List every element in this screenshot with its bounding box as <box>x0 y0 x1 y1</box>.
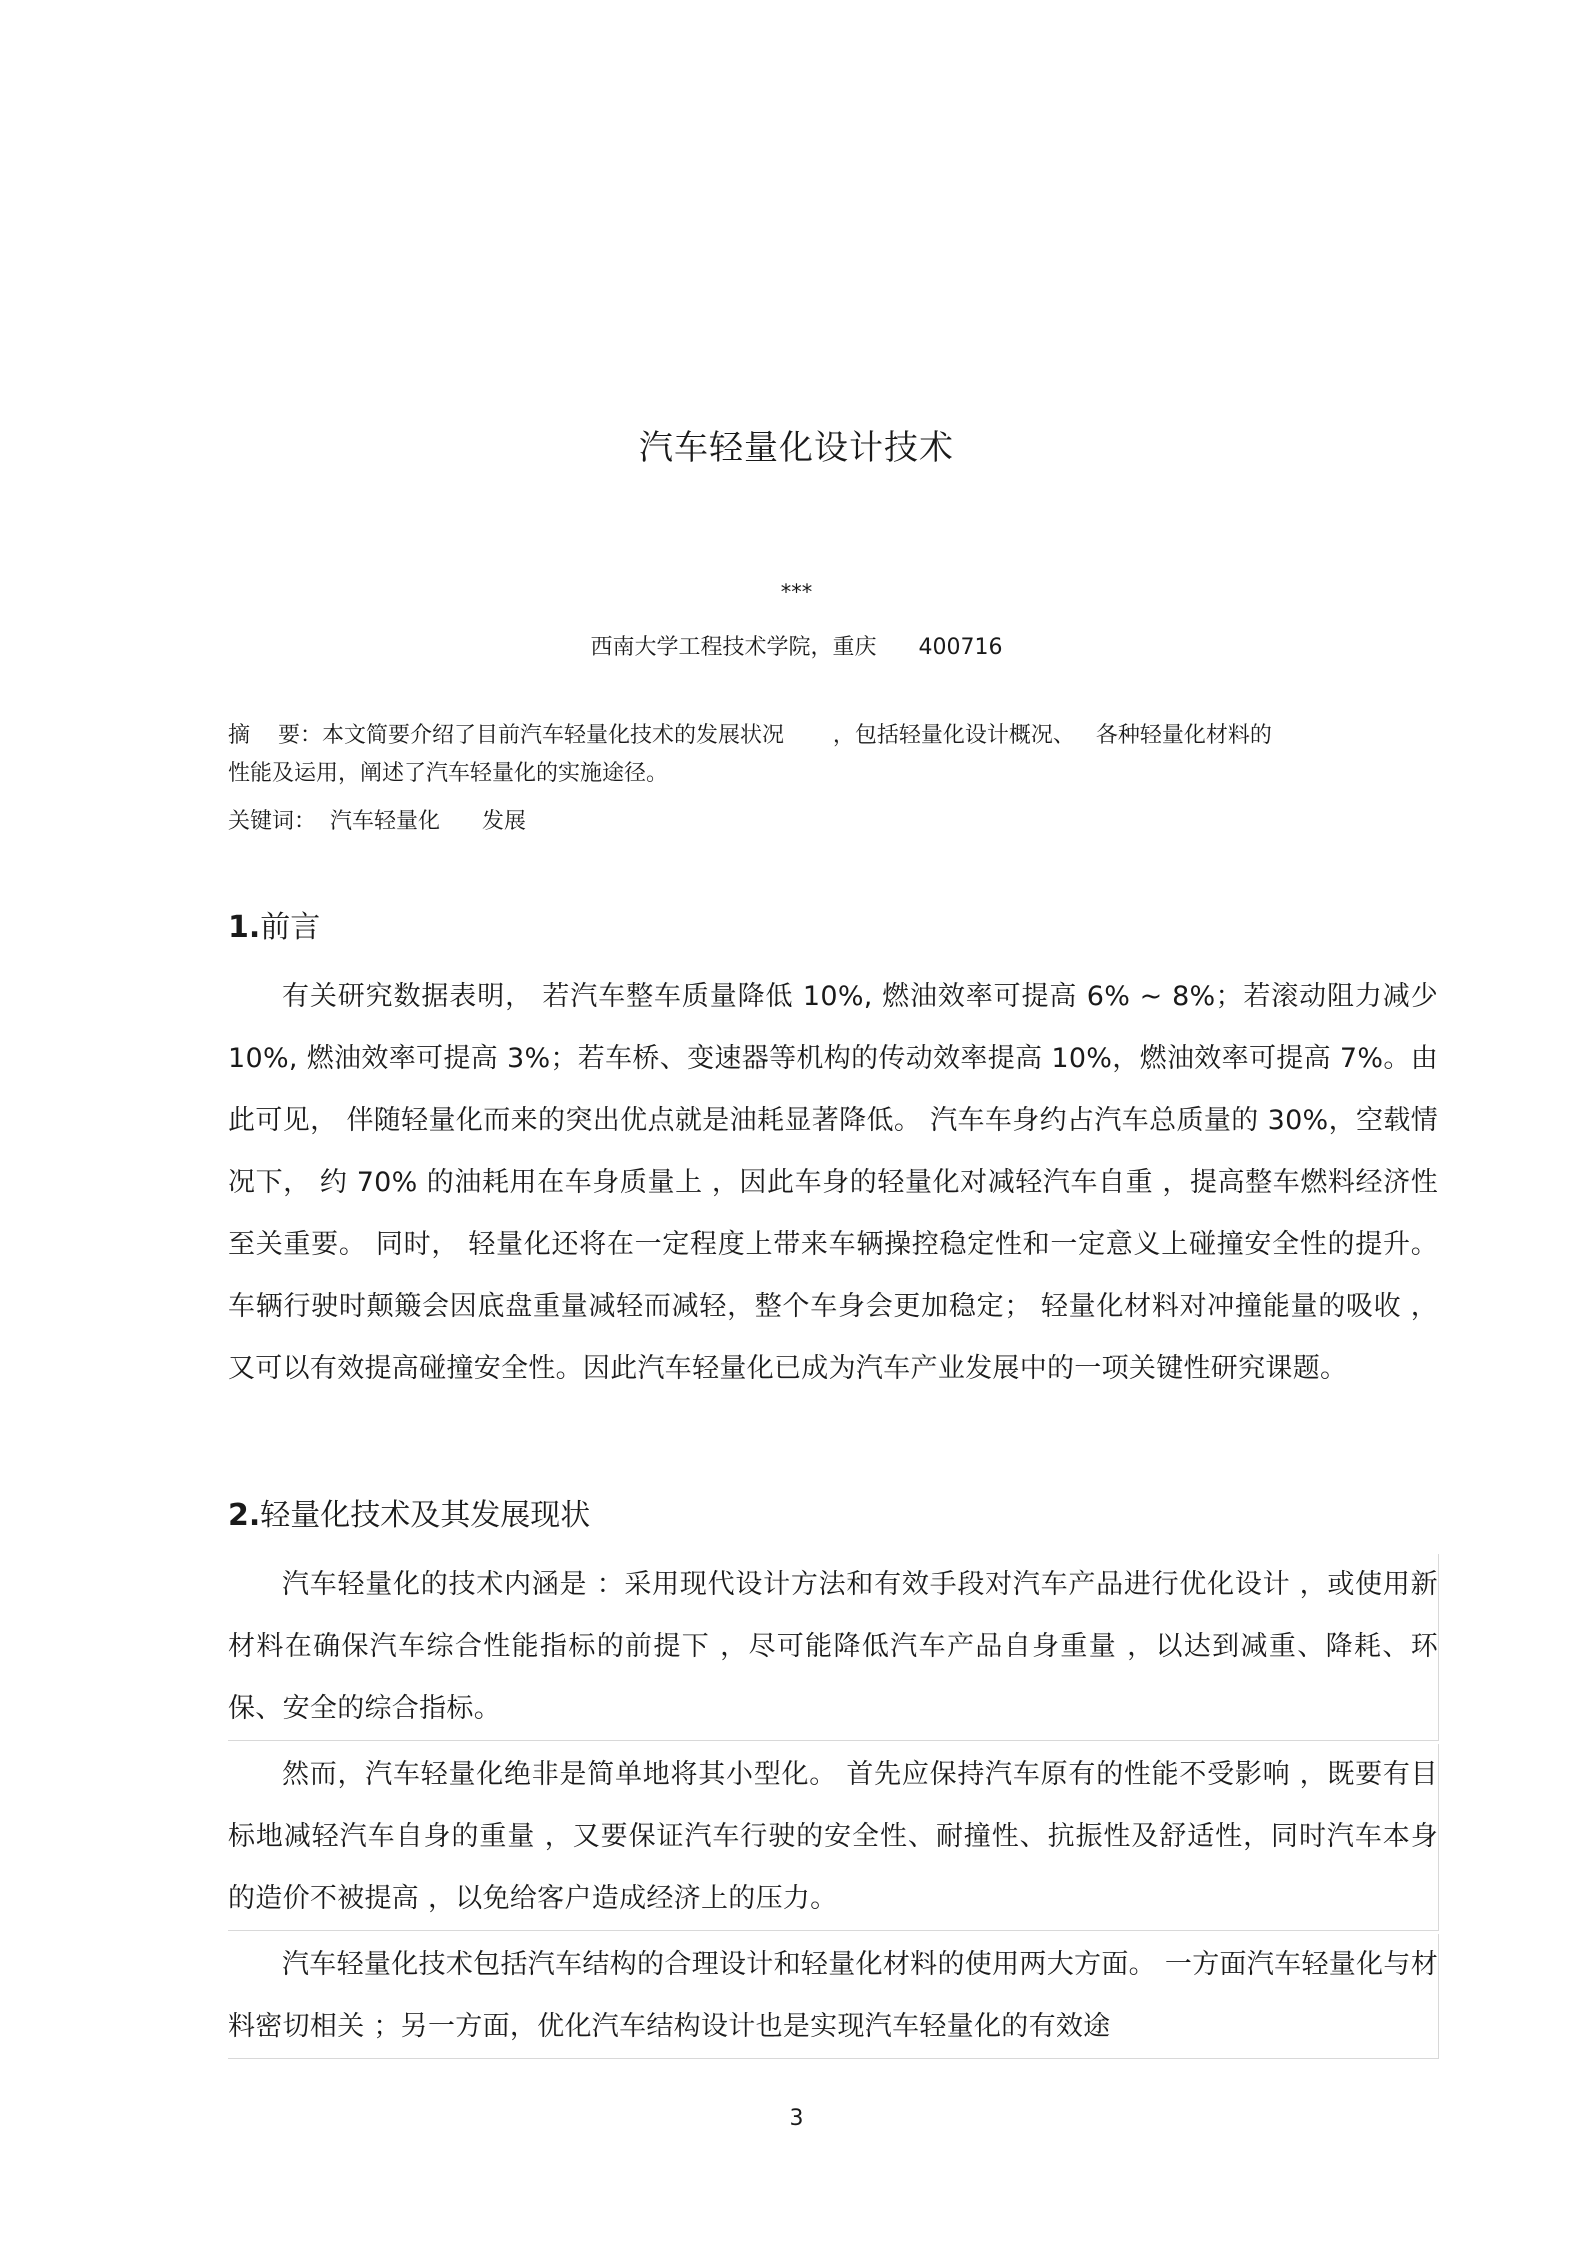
section-heading <box>228 1490 590 1534</box>
abstract-line: 摘 要：本文简要介绍了目前汽车轻量化技术的发展状况 ，包括轻量化设计概况、 各种轻量化材料的 <box>228 723 1272 748</box>
section-number: 1. <box>228 910 261 945</box>
paragraph: 有关研究数据表明， 若汽车整车质量降低 10%, 燃油效率可提高 6% ~ 8%；若滚动阻力减少 10%, 燃油效率可提高 3%；若车桥、变速器等机构的传动效率提高 10%，燃油效率可提高 7%。由此可见， 伴随轻量化而来的突出优点就是油耗显著降低。 汽车车身约占汽车总质量的 30%，空载情况下， 约 70% 的油耗用在车身质量上 ，因此车身的轻量化对减轻汽车自重 ，提高整车燃料经济性至关重要。 同时， 轻量化还将在一定程度上带来车辆操控稳定性和一定意义上碰撞安全性的提升。 车辆行驶时颠簸会因底盘重量减轻而减轻，整个车身会更加稳定； 轻量化材料对冲撞能量的吸收 ，又可以有效提高碰撞安全性。因此汽车轻量化已成为汽车产业发展中的一项关键性研究课题。 <box>228 981 1438 1384</box>
page-number: 3 <box>789 2106 804 2131</box>
section-title: 前言 <box>260 910 321 945</box>
page-title: 汽车轻量化设计技术 <box>639 428 954 468</box>
keywords: 关键词： 汽车轻量化 发展 <box>228 809 526 834</box>
affiliation-line: 西南大学工程技术学院，重庆 400716 <box>590 635 1003 660</box>
abstract <box>228 717 1438 793</box>
paragraph: 汽车轻量化的技术内涵是 ：采用现代设计方法和有效手段对汽车产品进行优化设计 ，或使用新材料在确保汽车综合性能指标的前提下 ，尽可能降低汽车产品自身重量 ，以达到减重、降耗、环保、安全的综合指标。 <box>228 1554 1439 1741</box>
section-title: 轻量化技术及其发展现状 <box>260 1498 591 1533</box>
abstract-line: 性能及运用，阐述了汽车轻量化的实施途径。 <box>228 761 669 786</box>
paragraph: 然而，汽车轻量化绝非是简单地将其小型化。 首先应保持汽车原有的性能不受影响 ，既要有目标地减轻汽车自身的重量 ，又要保证汽车行驶的安全性、耐撞性、抗振性及舒适性，同时汽车本身的造价不被提高 ，以免给客户造成经济上的压力。 <box>228 1744 1439 1931</box>
section-number: 2. <box>228 1498 261 1533</box>
paragraph: 汽车轻量化技术包括汽车结构的合理设计和轻量化材料的使用两大方面。 一方面汽车轻量化与材料密切相关 ；另一方面，优化汽车结构设计也是实现汽车轻量化的有效途 <box>228 1934 1439 2059</box>
section-heading <box>228 902 320 946</box>
author-line: *** <box>780 580 813 604</box>
